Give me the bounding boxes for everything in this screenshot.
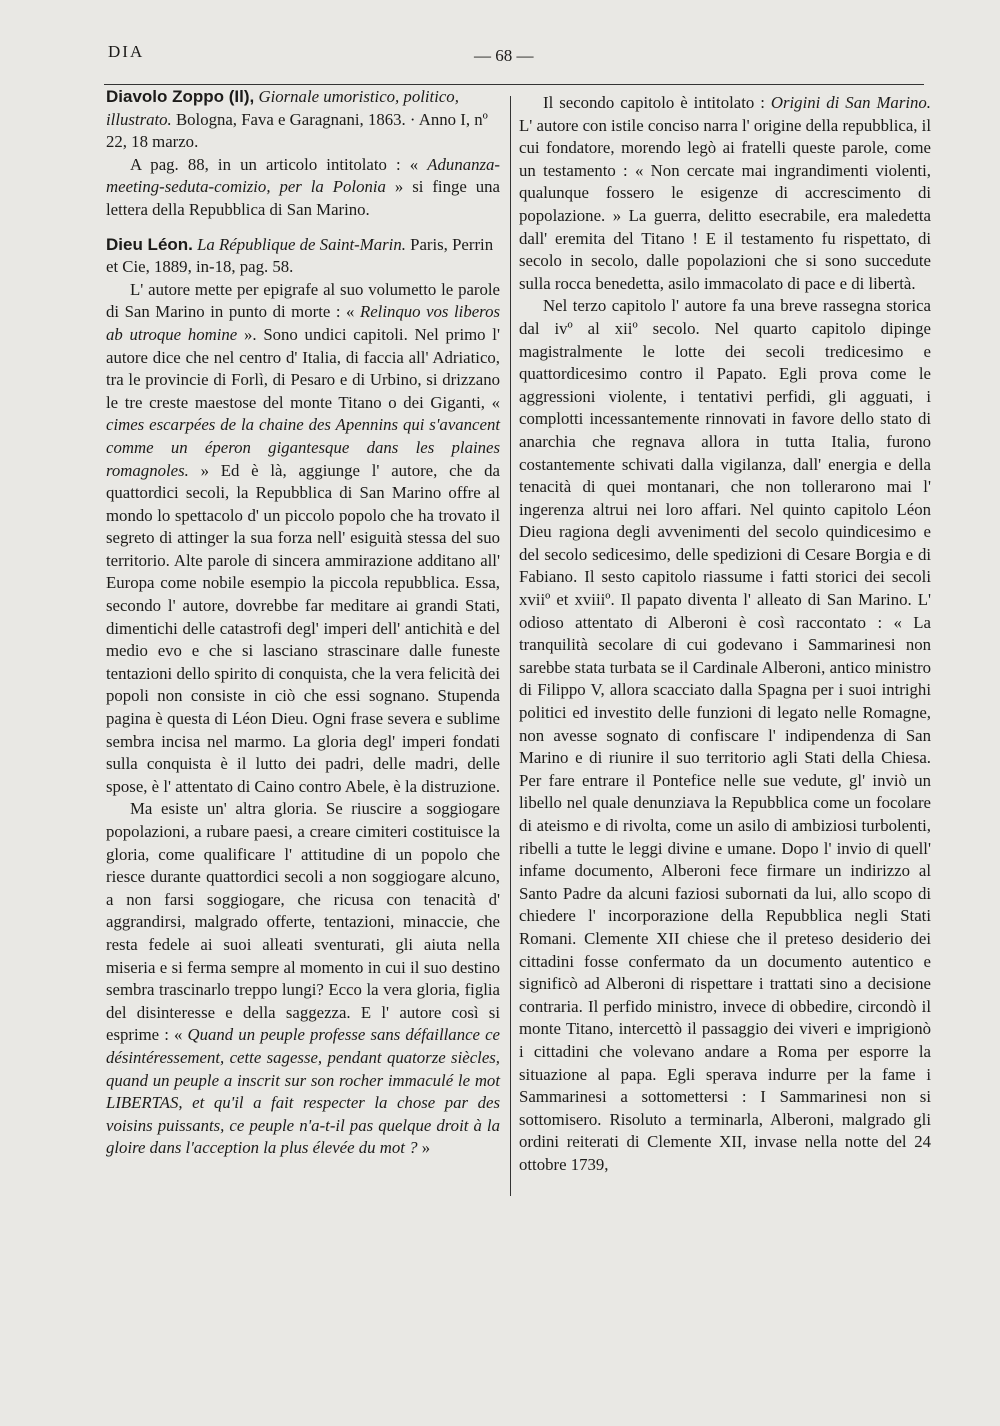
entry-name: Dieu Léon. [106,234,193,254]
entry-title: La République de Saint-Marin. [192,234,406,254]
entry-body [106,154,500,222]
entry-publication: Paris, Perrin et Cie, 1889, in-18, pag. 58. [106,234,494,277]
right-paragraph-1 [519,92,931,295]
text-run: ». Sono undici capitoli. Nel primo l' autore dice che nel centro d' Italia, di faccia all' Adriatico, tra le provincie di Forlì, di Pesaro e di Urbino, si drizzano le tre creste maestose del monte Titano o dei Giganti, « [106,324,500,412]
entry-diavolo-zoppo [106,86,500,154]
text-run: Il secondo capitolo è intitolato : [543,93,771,112]
column-divider [510,96,511,1196]
text-run: Ma esiste un' altra gloria. Se riuscire a soggiogare popolazioni, a rubare paesi, a creare cimiteri costituisce la gloria, come qualificare l' attitudine di un popolo che riesce durante quattordici secoli a non soggiogare alcuno, a non farsi soggiogare, che ricusa con tenacità d' aggrandirsi, malgrado offerte, tentazioni, minaccie, che resta fedele ai suoi alleati sventurati, gli aiuta nella miseria e si ferma sempre al momento in cui il suo destino sembra trascinarlo treppo lungi? Ecco la vera gloria, figlia del disinteresse e della saggezza. E l' autore così si esprime : « [106,799,500,1045]
entry-paragraph-1 [106,279,500,799]
running-head: DIA [108,42,145,61]
right-column [519,92,931,1177]
italic-text-run: Quand un peuple professe sans défaillance ce désintéressement, cette sagesse, pendant quatorze siècles, quand un peuple a inscrit sur son rocher immaculé le mot LIBERTAS, et qu'il a fait respecter la chose par des voisins puissants, ce peuple n'a-t-il pas quelque droit à la gloire dans l'acception la plus élevée du mot ? [106,1025,500,1158]
header-rule [104,84,924,85]
text-run: A pag. 88, in un articolo intitolato : « [130,154,428,174]
entry-dieu-leon [106,234,500,279]
italic-text-run: Relinquo vos liberos ab utroque homine [106,302,500,344]
spacer [106,222,500,234]
entry-title: Giornale umoristico, politico, illustrato. [106,87,459,129]
page-number: — 68 — [474,46,534,65]
italic-text-run: Adunanza-meeting-seduta-comizio, per la Polonia [106,154,500,197]
left-column [106,86,500,1160]
text-run: » Ed è là, aggiunge l' autore, che da quattordici secoli, la Repubblica di San Marino offre al mondo lo spettacolo d' un piccolo popolo che ha trovato il segreto di attinger la sua forza nell' esiguità stessa del suo territorio. Alte parole di sincera ammirazione additano all' Europa come nobile esempio la piccola repubblica. Essa, secondo l' autore, dovrebbe far meditare ai grandi Stati, dimentichi delle catastrofi degl' imperi dell' antichità e del medio evo e che si lasciano strascinare dalle funeste tentazioni dello spirito di conquista, che la vera felicità dei popoli non consiste in ciò che essi sognano. Stupenda pagina è questa di Léon Dieu. Ogni frase severa e sublime sembra incisa nel marmo. La gloria degl' imperi fondati sulla conquista è il lutto dei padri, delle madri, delle spose, è l' attentato di Caino contro Abele, è la distruzione. [106,460,501,796]
entry-paragraph-2 [106,798,500,1160]
entry-name: Diavolo Zoppo (Il), [106,87,255,106]
text-run: L' autore con istile conciso narra l' origine della repubblica, il cui fondatore, morendo legò ai fratelli queste parole, come un testamento : « Non cercate mai ingrandimenti violenti, qualunque fossero le esigenze di accrescimento di popolazione. » La guerra, delitto esecrabile, era maledetta dall' eremita del Titano ! E il testamento fu rispettato, di secolo in secolo, dalle popolazioni che si sono succedute sulla rocca benedetta, asilo immacolato di pace e di libertà. [519,115,931,293]
right-paragraph-2: Nel terzo capitolo l' autore fa una breve rassegna storica dal ivº al xiiº secolo. Nel quarto capitolo dipinge magistralmente le lotte dei secoli tredicesimo e quattordicesimo contro il Papato. Egli prova come le aggressioni violente, i tentativi perfidi, gli agguati, i complotti incessantemente rinnovati in favore dello stato di anarchia che regnava allora in tutta Italia, furono costantemente schivati dalla vigilanza, dall' energia e della tenacità di quei montanari, che non tollerarono mai l' ingerenza altrui nei loro affari. Nel quinto capitolo Léon Dieu ragiona degli avvenimenti del secolo quindicesimo e del secolo sedicesimo, delle spedizioni di Cesare Borgia e di Fabiano. Il sesto capitolo riassume i fatti storici dei secoli xviiº et xviiiº. Il papato diventa l' alleato di San Marino. L' odioso attentato di Alberoni è così raccontato : « La tranquilità secolare di cui godevano i Sammarinesi non sarebbe stata turbata se il Cardinale Alberoni, antico ministro di Filippo V, allora scacciato dalla Spagna per i suoi intrighi politici ed investito delle funzioni di legato nelle Romagne, non avesse sognato di confiscare l' indipendenza di San Marino e di riunire il suo territorio agli Stati della Chiesa. Per fare entrare il Pontefice nelle sue vedute, gl' inviò un libello nel quale denunziava la Repubblica come un focolare di ateismo e di rivolta, come un asilo di ambiziosi turbolenti, ribelli a tutte le leggi divine e umane. Dopo l' invio di quell' infame documento, Alberoni fece firmare un indirizzo al Santo Padre da alcuni faziosi subornati da lui, allo scopo di chiedere l' incorporazione della Repubblica negli Stati Romani. Clemente XII chiese che il preteso desiderio dei cittadini fosse confermato da un documento autentico e significò ad Alberoni di rispettare i trattati sino a decisione contraria. Il perfido ministro, invece di obbedire, circondò il monte Titano, intercettò il passaggio dei viveri e imprigionò i cittadini che volevano andare a Roma per esporre la situazione al papa. Egli sperava indurre per la fame i Sammarinesi a sottomettersi : I Sammarinesi non si sottomisero. Risoluto a terminarla, Alberoni, malgrado gli ordini reiterati di Clemente XII, invase nella notte del 24 ottobre 1739, [519,296,931,1174]
text-run: L' autore mette per epigrafe al suo volumetto le parole di San Marino in punto di morte : « [106,279,500,322]
text-run: » [417,1138,431,1158]
text-run: » si finge una lettera della Repubblica di San Marino. [106,177,500,219]
entry-publication: Bologna, Fava e Garagnani, 1863. · Anno I, nº 22, 18 marzo. [106,109,488,152]
italic-text-run: cimes escarpées de la chaine des Apennins qui s'avancent comme un éperon gigantesque dans les plaines romagnoles. [106,415,500,480]
italic-text-run: Origini di San Marino. [770,93,931,112]
